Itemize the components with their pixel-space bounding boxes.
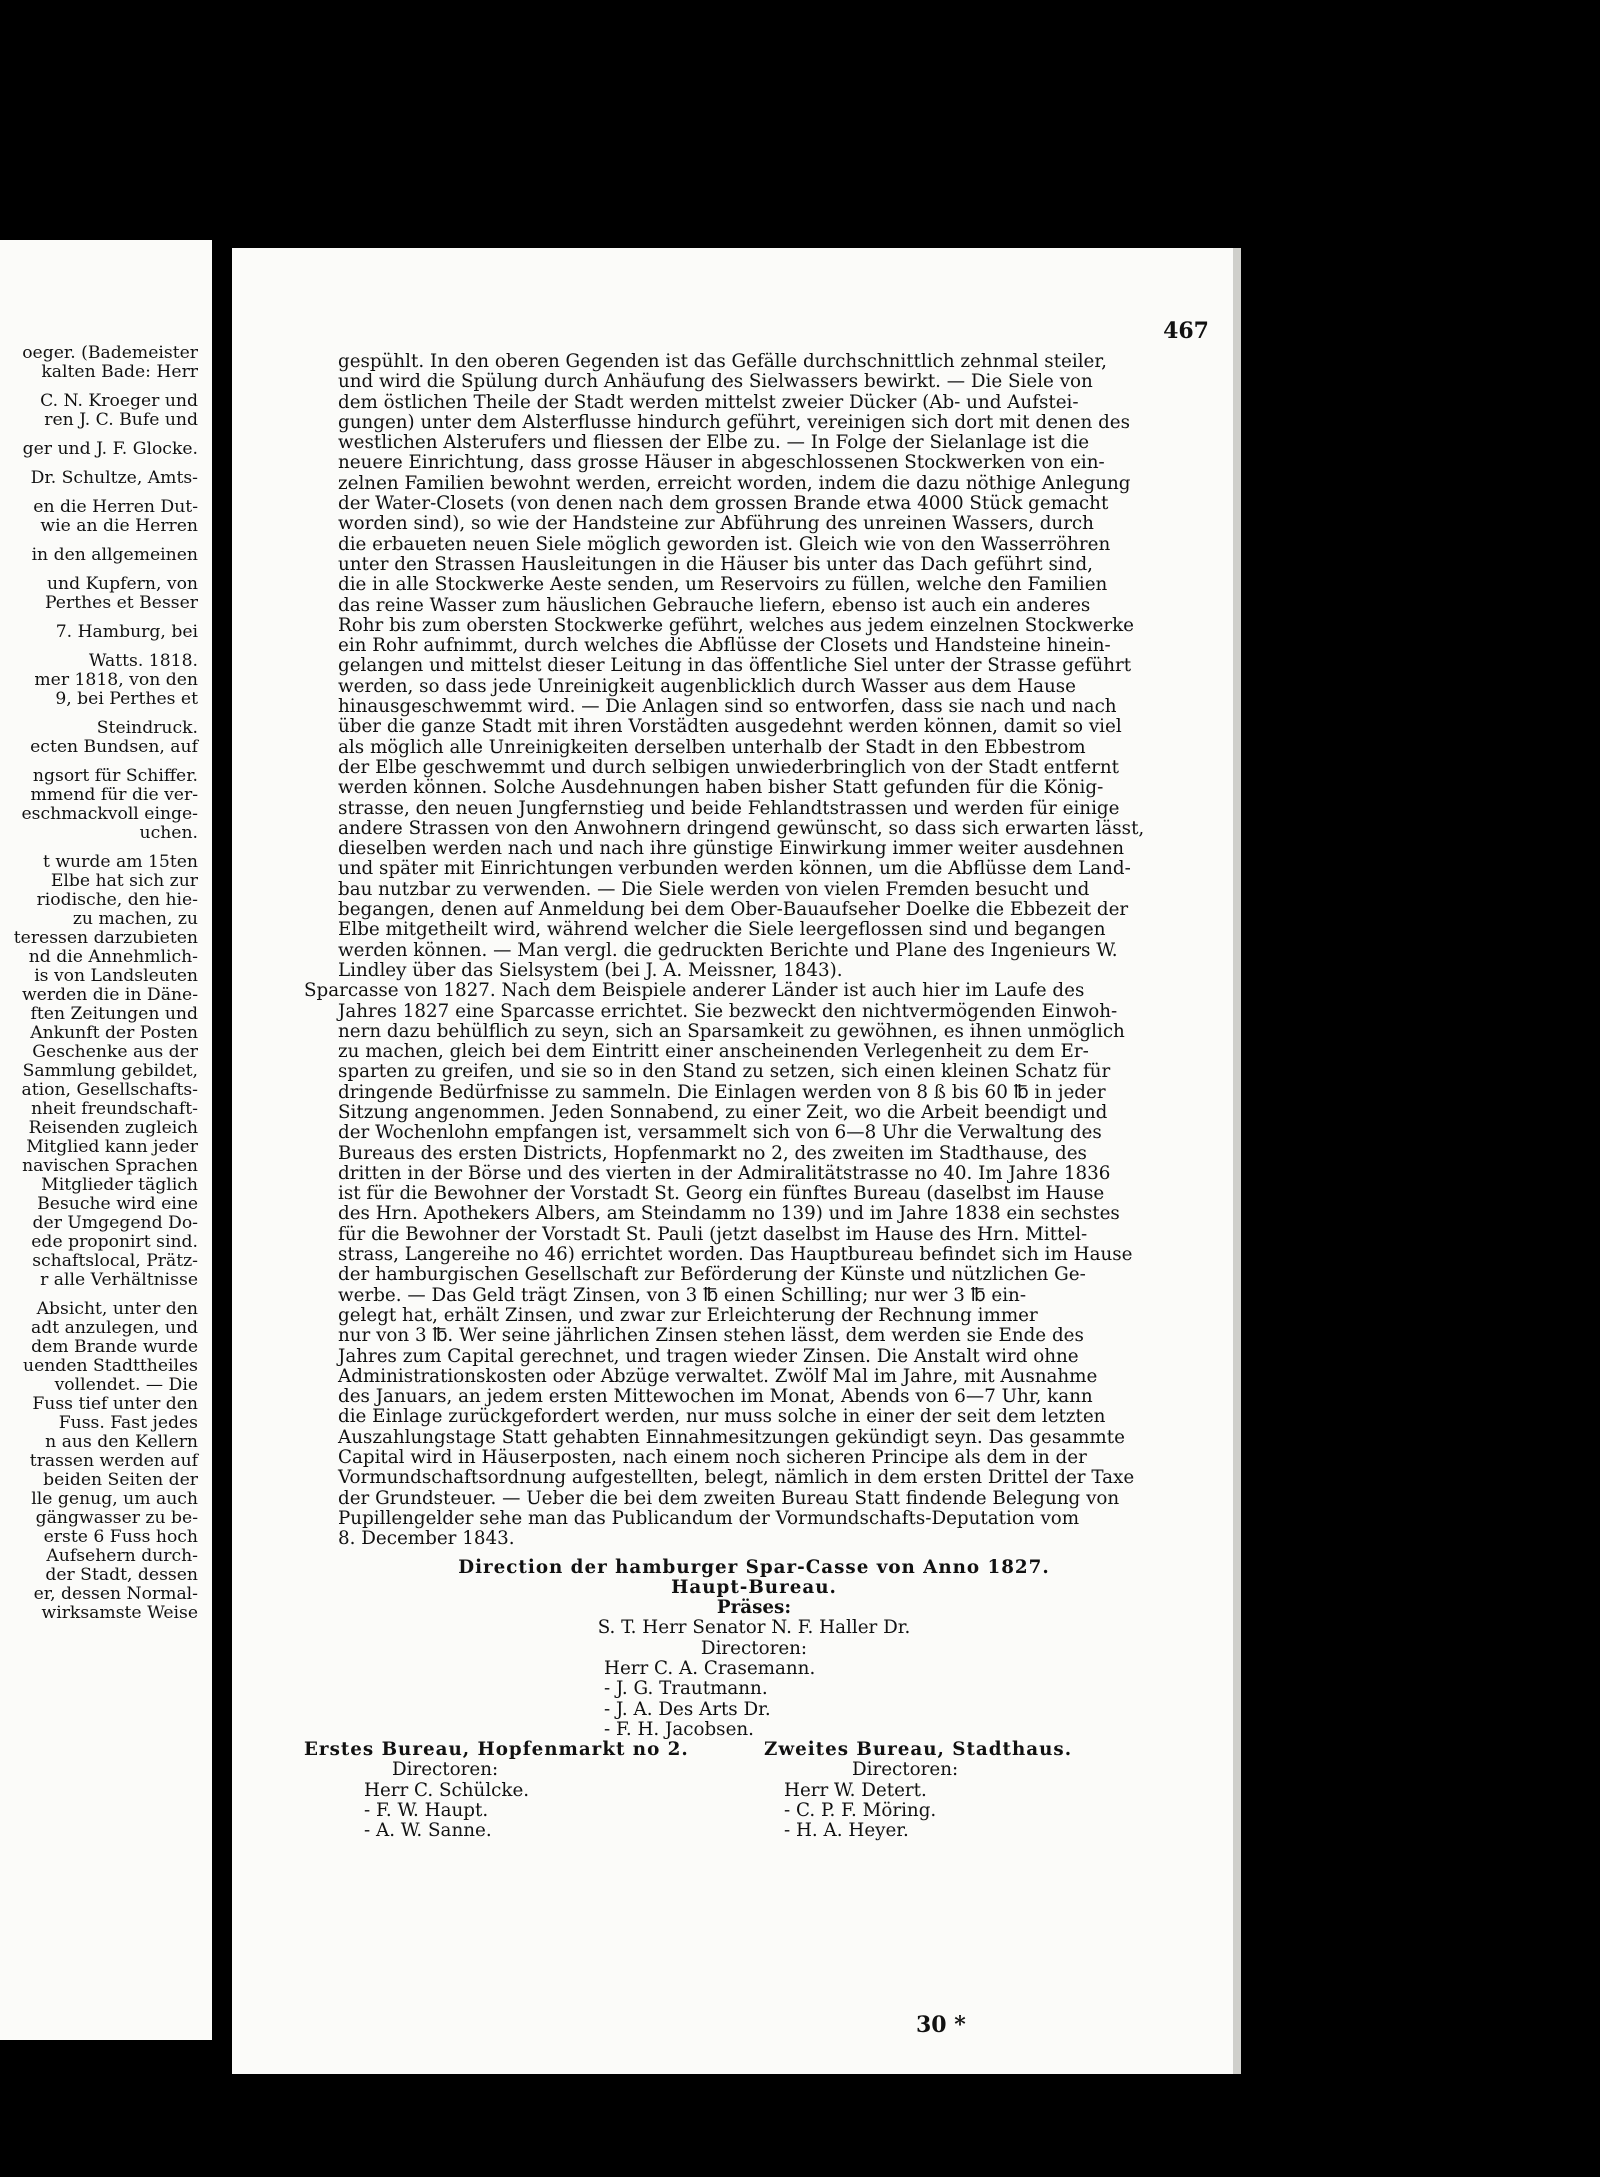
left-line: eschmackvoll einge-: [21, 805, 198, 824]
text-line: des Januars, an jedem ersten Mittewochen im Monat, Abends von 6—7 Uhr, kann: [338, 1386, 1093, 1408]
left-line: Mitglied kann jeder: [26, 1138, 198, 1157]
left-line: in den allgemeinen: [31, 546, 198, 565]
page-body: [304, 352, 1204, 1842]
left-page: [0, 240, 212, 2040]
text-line: der Wochenlohn empfangen ist, versammelt sich von 6—8 Uhr die Verwaltung des: [338, 1122, 1102, 1144]
bureaus: [304, 1740, 1204, 1841]
text-line: werbe. — Das Geld trägt Zinsen, von 3 ℔ einen Schilling; nur wer 3 ℔ ein-: [338, 1284, 1027, 1306]
director-entry: - J. A. Des Arts Dr.: [604, 1698, 771, 1720]
sparcasse-entry-heading-line: Sparcasse von 1827. Nach dem Beispiele anderer Länder ist auch hier im Laufe des: [304, 980, 1085, 1002]
left-line: oeger. (Bademeister: [22, 344, 198, 363]
haupt-bureau-heading: Haupt-Bureau.: [671, 1576, 837, 1598]
left-spacer: [0, 565, 212, 575]
paragraph-sewers: [304, 352, 1204, 981]
left-line: Geschenke aus der: [32, 1043, 198, 1062]
text-line: worden sind), so wie der Handsteine zur Abführung des unreinen Wassers, durch: [338, 513, 1094, 535]
text-line: dringende Bedürfnisse zu sammeln. Die Einlagen werden von 8 ß bis 60 ℔ in jeder: [338, 1081, 1106, 1103]
text-line: dem östlichen Theile der Stadt werden mittelst zweier Dücker (Ab- und Aufstei-: [338, 391, 1079, 413]
left-line: is von Landsleuten: [34, 967, 198, 986]
text-line: des Hrn. Apothekers Albers, am Steindamm no 139) und im Jahre 1838 ein sechstes: [338, 1203, 1120, 1225]
praeses-label: Präses:: [716, 1597, 792, 1619]
left-page-text: [0, 344, 212, 1623]
left-spacer: [0, 642, 212, 652]
director-entry: Herr W. Detert.: [784, 1779, 927, 1801]
director-entry: - J. G. Trautmann.: [604, 1678, 768, 1700]
text-line: die in alle Stockwerke Aeste senden, um Reservoirs zu füllen, welche den Familien: [338, 574, 1108, 596]
zweites-bureau-label: Directoren:: [852, 1759, 959, 1781]
left-line: mer 1818, von den: [34, 671, 198, 690]
praeses-name: S. T. Herr Senator N. F. Haller Dr.: [597, 1617, 911, 1639]
text-line: das reine Wasser zum häuslichen Gebrauche liefern, ebenso ist auch ein anderes: [338, 594, 1091, 616]
text-line: Sitzung angenommen. Jeden Sonnabend, zu einer Zeit, wo die Arbeit beendigt und: [338, 1101, 1108, 1123]
left-line: uenden Stadttheiles: [23, 1357, 198, 1376]
left-line: beiden Seiten der: [43, 1471, 198, 1490]
text-line: für die Bewohner der Vorstadt St. Pauli (jetzt daselbst im Hause des Hrn. Mittel-: [338, 1223, 1088, 1245]
left-spacer: [0, 382, 212, 392]
text-line: Jahres 1827 eine Sparcasse errichtet. Sie bezweckt den nichtvermögenden Einwoh-: [338, 1000, 1118, 1022]
text-line: Rohr bis zum obersten Stockwerke geführt, welches aus jedem einzelnen Stockwerke: [338, 614, 1135, 636]
left-spacer: [0, 488, 212, 498]
directoren-label: Directoren:: [700, 1637, 808, 1659]
text-line: Capital wird in Häuserposten, nach einem noch sicheren Principe als dem in der: [338, 1447, 1087, 1469]
text-line: zelnen Familien bewohnt werden, erreicht worden, indem die dazu nöthige Anlegung: [338, 472, 1131, 494]
left-line: Watts. 1818.: [88, 652, 198, 671]
left-line: werden die in Däne-: [21, 986, 198, 1005]
left-line: ede proponirt sind.: [31, 1233, 198, 1252]
left-line: navischen Sprachen: [22, 1157, 198, 1176]
left-line: dem Brande wurde: [31, 1338, 198, 1357]
left-line: n aus den Kellern: [45, 1433, 198, 1452]
left-line: r alle Verhältnisse: [40, 1271, 198, 1290]
text-line: und wird die Spülung durch Anhäufung des Sielwassers bewirkt. — Die Siele von: [338, 371, 1093, 393]
left-line: ren J. C. Bufe und: [44, 411, 198, 430]
left-line: Perthes et Besser: [45, 594, 198, 613]
erstes-bureau-members: [304, 1781, 744, 1842]
erstes-bureau-label: Directoren:: [392, 1759, 499, 1781]
director-entry: - H. A. Heyer.: [784, 1820, 909, 1842]
left-line: wie an die Herren: [40, 517, 198, 536]
left-line: nheit freundschaft-: [31, 1100, 198, 1119]
left-line: 7. Hamburg, bei: [55, 623, 198, 642]
left-line: Mitglieder täglich: [41, 1176, 198, 1195]
text-line: neuere Einrichtung, dass grosse Häuser in abgeschlossenen Stockwerken von ein-: [338, 452, 1105, 474]
left-line: erste 6 Fuss hoch: [43, 1528, 198, 1547]
zweites-bureau-title: Zweites Bureau, Stadthaus.: [764, 1739, 1073, 1761]
left-spacer: [0, 757, 212, 767]
left-line: Fuss. Fast jedes: [58, 1414, 198, 1433]
left-line: zu machen, zu: [72, 910, 198, 929]
director-entry: - A. W. Sanne.: [364, 1820, 492, 1842]
text-line: strasse, den neuen Jungfernstieg und beide Fehlandtstrassen und werden für einige: [338, 797, 1120, 819]
left-spacer: [0, 613, 212, 623]
left-line: Ankunft der Posten: [30, 1024, 198, 1043]
text-line: hinausgeschwemmt wird. — Die Anlagen sind so entworfen, dass sie nach und nach: [338, 696, 1117, 718]
text-line: Pupillengelder sehe man das Publicandum der Vormundschafts-Deputation vom: [338, 1507, 1080, 1529]
left-spacer: [0, 709, 212, 719]
zweites-bureau-members: [764, 1781, 1204, 1842]
left-line: und Kupfern, von: [46, 575, 198, 594]
text-line: gelegt hat, erhält Zinsen, und zwar zur Erleichterung der Rechnung immer: [338, 1304, 1038, 1326]
right-page: [232, 248, 1237, 2074]
text-line: Elbe mitgetheilt wird, während welcher die Siele leergeflossen sind und begangen: [338, 919, 1106, 941]
text-line: begangen, denen auf Anmeldung bei dem Ober-Bauaufseher Doelke die Ebbezeit der: [338, 899, 1129, 921]
director-entry: - C. P. F. Möring.: [784, 1800, 937, 1822]
erstes-bureau: [304, 1740, 744, 1841]
left-line: ecten Bundsen, auf: [30, 738, 198, 757]
director-entry: Herr C. Schülcke.: [364, 1779, 530, 1801]
signature-text: 30 *: [916, 2012, 966, 2038]
text-line: nur von 3 ℔. Wer seine jährlichen Zinsen stehen lässt, dem werden sie Ende des: [338, 1325, 1084, 1347]
text-line: strass, Langereihe no 46) errichtet worden. Das Hauptbureau befindet sich im Hause: [338, 1244, 1133, 1266]
text-line: andere Strassen von den Anwohnern dringend gewünscht, so dass sich erwarten lässt,: [338, 817, 1145, 839]
text-line: der Water-Closets (von denen nach dem grossen Brande etwa 4000 Stück gemacht: [338, 493, 1109, 515]
text-line: als möglich alle Unreinigkeiten derselben unterhalb der Stadt in den Ebbestrom: [338, 736, 1086, 758]
text-line: ein Rohr aufnimmt, durch welches die Abflüsse der Closets und Handsteine hinein-: [338, 635, 1111, 657]
left-line: C. N. Kroeger und: [40, 392, 198, 411]
left-line: Aufsehern durch-: [46, 1547, 198, 1566]
left-line: ation, Gesellschafts-: [21, 1081, 198, 1100]
directoren-list: [304, 1659, 1204, 1740]
left-line: teressen darzubieten: [13, 929, 198, 948]
text-line: gespühlt. In den oberen Gegenden ist das Gefälle durchschnittlich zehnmal steiler,: [338, 351, 1107, 372]
text-line: sparten zu greifen, und sie so in den Stand zu setzen, sich einen kleinen Schatz für: [338, 1061, 1111, 1083]
text-line: werden können. Solche Ausdehnungen haben bisher Statt gefunden für die König-: [338, 777, 1104, 799]
left-line: 9, bei Perthes et: [55, 690, 198, 709]
text-line: Auszahlungstage Statt gehabten Einnahmesitzungen gekündigt seyn. Das gesammte: [338, 1426, 1125, 1448]
text-line: bau nutzbar zu verwenden. — Die Siele werden von vielen Fremden besucht und: [338, 878, 1090, 900]
text-line: Vormundschaftsordnung aufgestellten, belegt, nämlich in dem ersten Drittel der Taxe: [338, 1467, 1135, 1489]
left-line: riodische, den hie-: [36, 891, 198, 910]
left-line: Absicht, unter den: [36, 1300, 198, 1319]
paragraph-sparcasse: [304, 981, 1204, 1549]
zweites-bureau: [764, 1740, 1204, 1841]
left-line: ger und J. F. Glocke.: [22, 440, 198, 459]
left-line: vollendet. — Die: [54, 1376, 198, 1395]
text-line: zu machen, gleich bei dem Eintritt einer anscheinenden Verlegenheit zu dem Er-: [338, 1041, 1089, 1063]
left-line: uchen.: [139, 824, 198, 843]
left-line: Dr. Schultze, Amts-: [30, 469, 198, 488]
left-spacer: [0, 459, 212, 469]
text-line: der Grundsteuer. — Ueber die bei dem zweiten Bureau Statt findende Belegung von: [338, 1487, 1120, 1509]
left-line: adt anzulegen, und: [30, 1319, 198, 1338]
left-line: Sammlung gebildet,: [22, 1062, 198, 1081]
text-line: über die ganze Stadt mit ihren Vorstädten ausgedehnt werden können, damit so viel: [338, 716, 1122, 738]
left-line: lle genug, um auch: [31, 1490, 198, 1509]
text-line: werden können. — Man vergl. die gedruckten Berichte und Plane des Ingenieurs W.: [338, 939, 1118, 961]
director-entry: - F. W. Haupt.: [364, 1800, 489, 1822]
text-line: der hamburgischen Gesellschaft zur Beförderung der Künste und nützlichen Ge-: [338, 1264, 1086, 1286]
left-line: trassen werden auf: [29, 1452, 198, 1471]
erstes-bureau-title: Erstes Bureau, Hopfenmarkt no 2.: [304, 1739, 689, 1761]
left-line: gängwasser zu be-: [35, 1509, 198, 1528]
left-line: der Stadt, dessen: [45, 1566, 198, 1585]
page-number: 467: [1163, 318, 1209, 344]
text-line: die Einlage zurückgefordert werden, nur muss solche in einer der seit dem letzten: [338, 1406, 1106, 1428]
text-line: gelangen und mittelst dieser Leitung in das öffentliche Siel unter der Strasse geführt: [338, 655, 1132, 677]
text-line: westlichen Alsterufers und fliessen der Elbe zu. — In Folge der Sielanlage ist die: [338, 432, 1090, 454]
text-line: der Elbe geschwemmt und durch selbigen unwiederbringlich von der Stadt entfernt: [338, 756, 1120, 778]
text-line: dritten in der Börse und des vierten in der Admiralitätstrasse no 40. Im Jahre 1836: [338, 1162, 1111, 1184]
left-line: der Umgegend Do-: [32, 1214, 198, 1233]
left-line: er, dessen Normal-: [33, 1585, 198, 1604]
text-line: 8. December 1843.: [338, 1528, 515, 1550]
left-line: Besuche wird eine: [37, 1195, 198, 1214]
left-spacer: [0, 843, 212, 853]
left-line: en die Herren Dut-: [33, 498, 198, 517]
left-line: Elbe hat sich zur: [50, 872, 198, 891]
left-line: ften Zeitungen und: [30, 1005, 198, 1024]
text-line: unter den Strassen Hausleitungen in die Häuser bis unter das Dach geführt sind,: [338, 553, 1093, 575]
left-line: kalten Bade: Herr: [41, 363, 198, 382]
direction-heading: Direction der hamburger Spar-Casse von Anno 1827.: [458, 1556, 1050, 1578]
left-spacer: [0, 1290, 212, 1300]
text-line: nern dazu behülflich zu seyn, sich an Sparsamkeit zu gewöhnen, es ihnen unmöglich: [338, 1020, 1125, 1042]
director-entry: Herr C. A. Crasemann.: [604, 1658, 816, 1679]
left-spacer: [0, 536, 212, 546]
director-entry: - F. H. Jacobsen.: [604, 1718, 754, 1740]
left-line: schaftslocal, Prätz-: [32, 1252, 198, 1271]
text-line: Lindley über das Sielsystem (bei J. A. Meissner, 1843).: [338, 959, 843, 981]
text-line: gungen) unter dem Alsterflusse hindurch geführt, vereinigen sich dort mit denen des: [338, 411, 1130, 433]
left-line: ngsort für Schiffer.: [32, 767, 198, 786]
left-line: Fuss tief unter den: [32, 1395, 198, 1414]
left-line: Steindruck.: [96, 719, 198, 738]
text-line: Administrationskosten oder Abzüge verwaltet. Zwölf Mal im Jahre, mit Ausnahme: [338, 1365, 1098, 1387]
text-line: und später mit Einrichtungen verbunden werden können, um die Abflüsse dem Land-: [338, 858, 1131, 880]
left-line: nd die Annehmlich-: [28, 948, 198, 967]
text-line: dieselben werden nach und nach ihre günstige Einwirkung immer weiter ausdehnen: [338, 838, 1125, 860]
text-line: ist für die Bewohner der Vorstadt St. Georg ein fünftes Bureau (daselbst im Hause: [338, 1183, 1105, 1205]
text-line: werden, so dass jede Unreinigkeit augenblicklich durch Wasser aus dem Hause: [338, 675, 1076, 697]
left-line: Reisenden zugleich: [28, 1119, 198, 1138]
text-line: Jahres zum Capital gerechnet, und tragen wieder Zinsen. Die Anstalt wird ohne: [338, 1345, 1079, 1367]
left-spacer: [0, 430, 212, 440]
left-line: wirksamste Weise: [41, 1604, 198, 1623]
left-line: mmend für die ver-: [30, 786, 198, 805]
text-line: die erbaueten neuen Siele möglich geworden ist. Gleich wie von den Wasserröhren: [338, 533, 1111, 555]
left-line: t wurde am 15ten: [42, 853, 198, 872]
text-line: Bureaus des ersten Districts, Hopfenmarkt no 2, des zweiten im Stadthause, des: [338, 1142, 1087, 1164]
